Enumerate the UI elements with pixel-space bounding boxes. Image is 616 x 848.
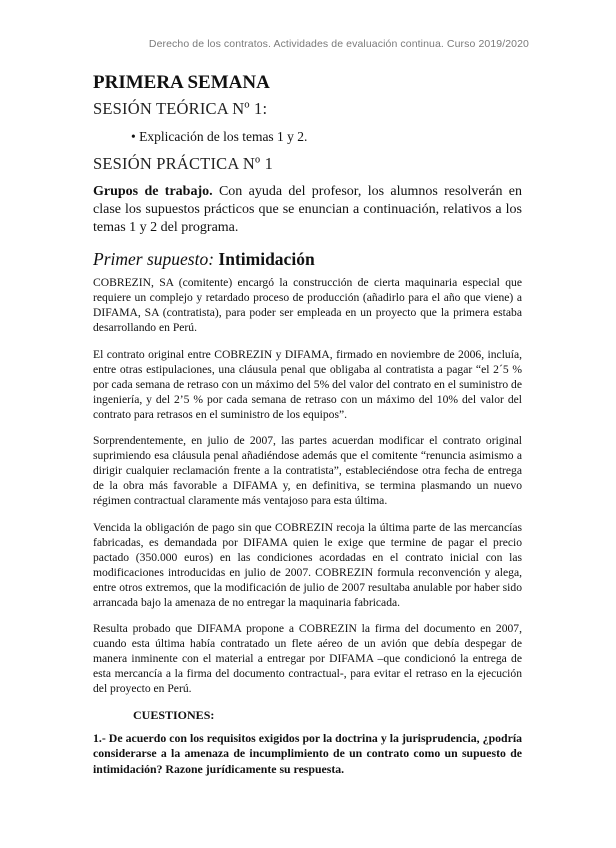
working-groups-label: Grupos de trabajo.: [93, 184, 213, 199]
theory-session-title: SESIÓN TEÓRICA Nº 1:: [93, 99, 268, 118]
questions-heading: CUESTIONES:: [133, 707, 215, 722]
document-body: [93, 72, 522, 789]
case-paragraph: Resulta probado que DIFAMA propone a COBREZIN la firma del documento en 2007, cuando esta última había contratado un flete aéreo de un avión que debía despegar de manera inminente con el material a entregar por DIFAMA –que condicionó la entrega de esta mercancía a la firma del documento contractual-, para evitar el retraso en la ejecución del proyecto en Perú.: [93, 622, 522, 696]
week-title: PRIMERA SEMANA: [93, 72, 270, 93]
case-paragraph: El contrato original entre COBREZIN y DIFAMA, firmado en noviembre de 2006, incluía, entre otras estipulaciones, una cláusula penal que obligaba al contratista a pagar “el 2´5 % por cada semana de retraso con un máximo del 5% del valor del contrato en el suministro de ingeniería, y del 2’5 % por cada semana de retraso con un máximo del 10% del valor del contrato para retrasos en el suministro de los equipos”.: [93, 347, 522, 421]
theory-session-bullet: • Explicación de los temas 1 y 2.: [131, 129, 308, 144]
case-paragraph: Sorprendentemente, en julio de 2007, las partes acuerdan modificar el contrato original suprimiendo esa cláusula penal añadiéndose además que el comitente “renuncia asimismo a dirigir cualquier reclamación frente a la contratista”, estableciéndose otra fecha de entrega de la obra más favorable a DIFAMA y, en definitiva, se termina plasmando un nuevo régimen contractual claramente más ventajoso para esta última.: [93, 434, 522, 508]
running-header: Derecho de los contratos. Actividades de evaluación continua. Curso 2019/2020: [148, 38, 529, 50]
practice-session-title: SESIÓN PRÁCTICA Nº 1: [93, 154, 274, 173]
working-groups-paragraph: [93, 183, 522, 237]
case-paragraph: Vencida la obligación de pago sin que COBREZIN recoja la última parte de las mercancías fabricadas, es demandada por DIFAMA quien le exige que termine de pagar el precio pactado (350.000 euros) en las condiciones acordadas en el contrato inicial con las modificaciones introducidas en julio de 2007. COBREZIN formula reconvención y alega, entre otros extremos, que la modificación de julio de 2007 resultaba anulable por haber sido arrancada bajo la amenaza de no entregar la maquinaria fabricada.: [93, 520, 522, 609]
case-title: [93, 248, 522, 270]
case-paragraph: COBREZIN, SA (comitente) encargó la construcción de cierta maquinaria especial que requiere un complejo y retardado proceso de producción (añadirlo para el año que viene) a DIFAMA, SA (contratista), para poder ser empleada en un proyecto que la primera estaba desarrollando en Perú.: [93, 276, 522, 334]
case-topic: Intimidación: [214, 249, 315, 269]
case-label: Primer supuesto:: [93, 249, 215, 269]
working-groups-text: Con ayuda del profesor, los alumnos resolverán en clase los supuestos prácticos que se enuncian a continuación, relativos a los temas 1 y 2 del programa.: [93, 184, 522, 235]
question-item: 1.- De acuerdo con los requisitos exigidos por la doctrina y la jurisprudencia, ¿podría considerarse a la amenaza de incumplimiento de un contrato como un supuesto de intimidación? Razone jurídicamente su respuesta.: [93, 730, 522, 776]
